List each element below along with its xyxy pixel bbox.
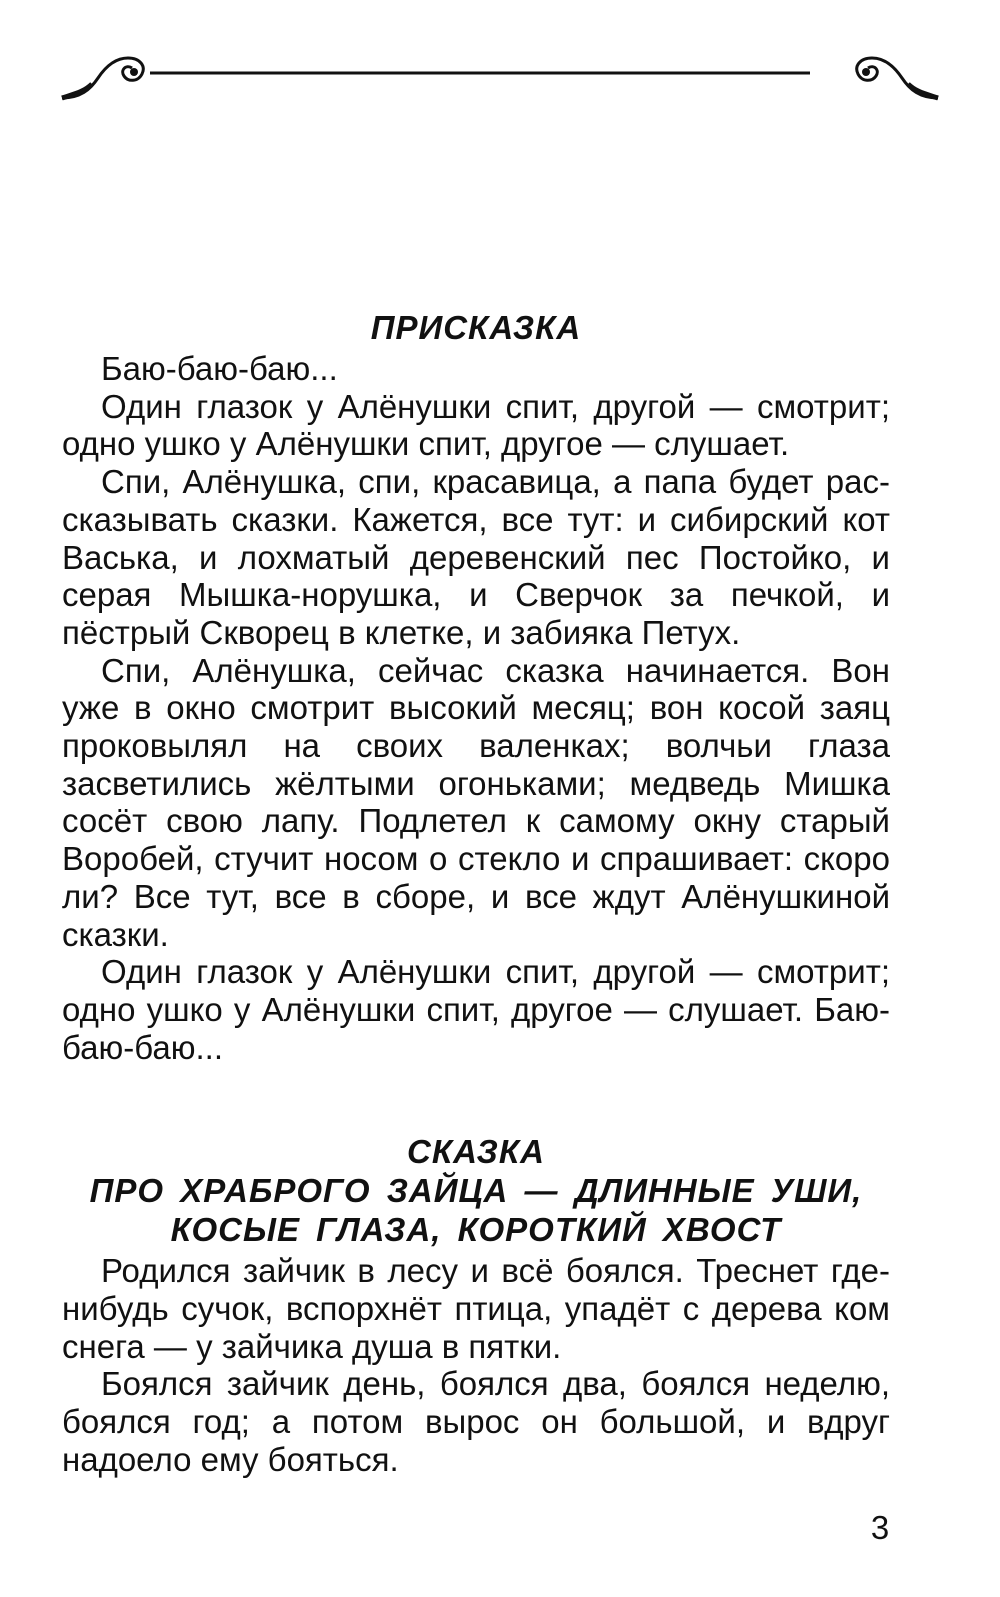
section-priskazka <box>62 308 890 1066</box>
paragraph: Один глазок у Алёнушки спит, другой — смотрит; одно ушко у Алёнушки спит, другое — слушает. <box>62 387 890 463</box>
story-title-line: КОСЫЕ ГЛАЗА, КОРОТКИЙ ХВОСТ <box>170 1211 782 1249</box>
section-story <box>62 1132 890 1478</box>
paragraph: Боялся зайчик день, боялся два, боялся неделю, боялся год; а потом вырос он большой, и вдруг надоело ему бояться. <box>62 1365 890 1478</box>
page-body <box>62 308 890 1479</box>
paragraph: Баю-баю-баю... <box>101 350 338 387</box>
paragraph: Спи, Алёнушка, сейчас сказка начинается. Вон уже в окно смотрит высокий месяц; вон косой заяц проковылял на своих валенках; волчьи глаза засветились жёлтыми огоньками; медведь Мишка сосёт свою лапу. Подлетел к самому окну старый Воробей, стучит носом о стекло и спрашивает: скоро ли? Все тут, все в сборе, и все ждут Алёнушкиной сказки. <box>62 651 890 953</box>
scroll-rule-ornament-icon <box>50 40 950 120</box>
paragraph: Один глазок у Алёнушки спит, другой — смотрит; одно ушко у Алёнушки спит, другое — слушает. Баю-баю-баю... <box>62 953 890 1066</box>
story-title <box>62 1132 890 1249</box>
story-title-line: СКАЗКА <box>406 1133 546 1171</box>
paragraph: Родился зайчик в лесу и всё боялся. Треснет где-нибудь сучок, вспорхнёт птица, упадёт с дерева ком снега — у зайчика душа в пятки. <box>62 1252 890 1365</box>
page-number: 3 <box>870 1509 890 1546</box>
paragraph: Спи, Алёнушка, спи, красавица, а папа будет рассказывать сказки. Кажется, все тут: и сибирский кот Васька, и лохматый деревенский пес Постойко, и серая Мышка-норушка, и Сверчок за печкой, и пёстрый Скворец в клетке, и забияка Петух. <box>62 463 890 651</box>
story-title-line: ПРО ХРАБРОГО ЗАЙЦА — ДЛИННЫЕ УШИ, <box>89 1172 863 1210</box>
section-title: ПРИСКАЗКА <box>370 309 582 346</box>
